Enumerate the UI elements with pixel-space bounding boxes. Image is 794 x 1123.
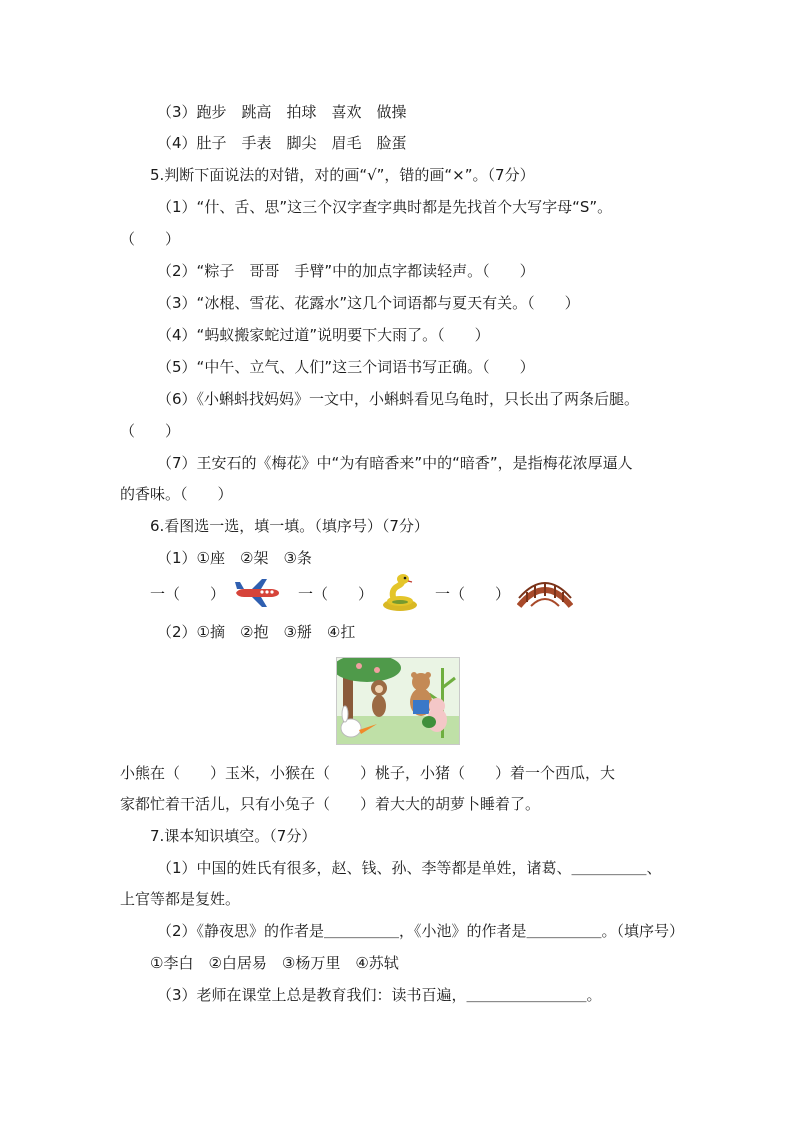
animals-illustration — [336, 657, 460, 745]
q7-item-1: （1）中国的姓氏有很多，赵、钱、孙、李等都是单姓，诸葛、＿＿＿＿＿、 — [157, 859, 662, 877]
q7-item-1-cont: 上官等都是复姓。 — [120, 890, 241, 908]
q5-statement-6: （6）《小蝌蚪找妈妈》一文中，小蝌蚪看见乌龟时，只长出了两条后腿。 — [157, 390, 640, 408]
q6-blank-1[interactable]: 一（ ） — [150, 585, 226, 603]
q6-part2-options: （2）①摘 ②抱 ③掰 ④扛 — [157, 623, 356, 641]
snake-icon — [380, 572, 422, 618]
q7-item-2-options: ①李白 ②白居易 ③杨万里 ④苏轼 — [150, 954, 399, 972]
q5-statement-6-answer[interactable]: （ ） — [120, 422, 181, 440]
q4-item-3: （3）跑步 跳高 拍球 喜欢 做操 — [157, 103, 407, 121]
q5-statement-7-cont: 的香味。（ ） — [120, 485, 233, 503]
q5-statement-2: （2）“粽子 哥哥 手臂”中的加点字都读轻声。（ ） — [157, 262, 535, 280]
q6-title: 6.看图选一选，填一填。（填序号）（7分） — [150, 517, 429, 535]
q4-item-4: （4）肚子 手表 脚尖 眉毛 脸蛋 — [157, 134, 407, 152]
q6-blank-2[interactable]: 一（ ） — [298, 585, 374, 603]
q5-statement-1: （1）“什、舌、思”这三个汉字查字典时都是先找首个大写字母“S”。 — [157, 198, 613, 216]
q6-sentence-line-1: 小熊在（ ）玉米，小猴在（ ）桃子，小猪（ ）着一个西瓜，大 — [120, 764, 616, 782]
bridge-icon — [517, 576, 573, 614]
q5-statement-4: （4）“蚂蚁搬家蛇过道”说明要下大雨了。（ ） — [157, 326, 490, 344]
q5-statement-3: （3）“冰棍、雪花、花露水”这几个词语都与夏天有关。（ ） — [157, 294, 580, 312]
q5-statement-1-answer[interactable]: （ ） — [120, 230, 181, 248]
q7-item-2: （2）《静夜思》的作者是＿＿＿＿＿，《小池》的作者是＿＿＿＿＿。（填序号） — [157, 922, 685, 940]
q6-blank-3[interactable]: 一（ ） — [435, 585, 511, 603]
q7-item-3: （3）老师在课堂上总是教育我们：读书百遍，＿＿＿＿＿＿＿＿。 — [157, 986, 602, 1004]
q7-title: 7.课本知识填空。（7分） — [150, 827, 317, 845]
q5-statement-7: （7）王安石的《梅花》中“为有暗香来”中的“暗香”，是指梅花浓厚逼人 — [157, 454, 633, 472]
q5-title: 5.判断下面说法的对错，对的画“√”，错的画“×”。（7分） — [150, 166, 535, 184]
q6-sentence-line-2: 家都忙着干活儿，只有小兔子（ ）着大大的胡萝卜睡着了。 — [120, 795, 541, 813]
airplane-icon — [232, 577, 282, 613]
q5-statement-5: （5）“中午、立气、人们”这三个词语书写正确。（ ） — [157, 358, 535, 376]
q6-part1-options: （1）①座 ②架 ③条 — [157, 549, 312, 567]
